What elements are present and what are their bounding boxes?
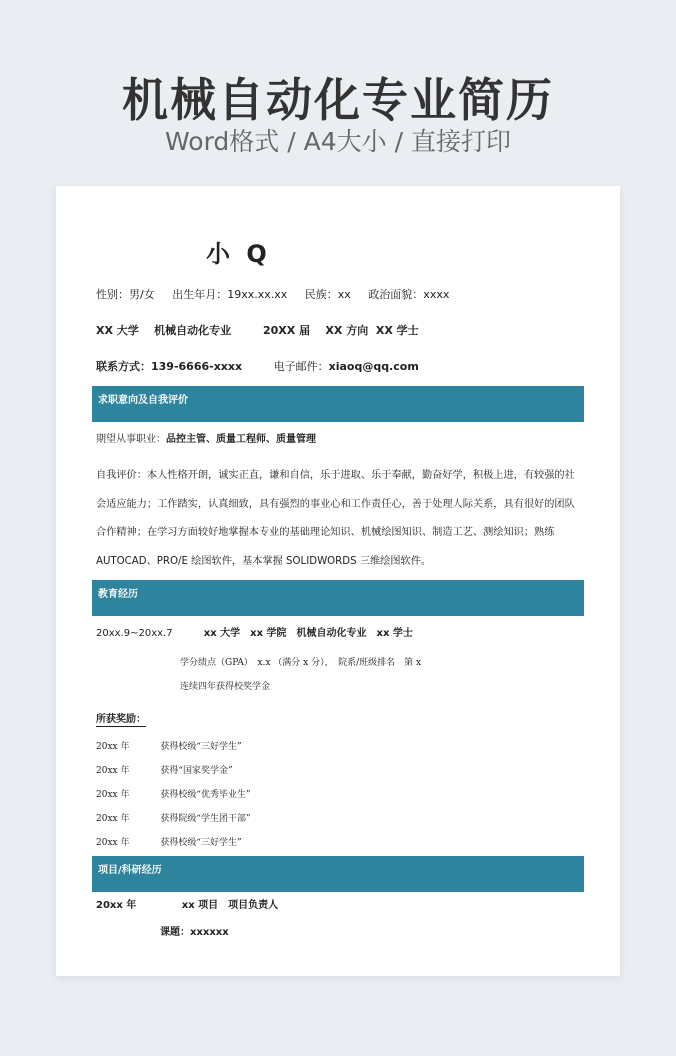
award-item: [96, 835, 242, 848]
banner-title: 机械自动化专业简历: [122, 73, 554, 127]
section-header-objective: 求职意向及自我评价: [92, 386, 584, 422]
contact-row: [96, 358, 419, 374]
job-objective-value: 品控主管、质量工程师、质量管理: [166, 434, 316, 445]
education-period: 20xx.9~20xx.7: [96, 628, 173, 639]
email: xiaoq@qq.com: [328, 360, 419, 373]
banner-subtitle: Word格式 / A4大小 / 直接打印: [165, 127, 511, 156]
project-name: xx 项目 项目负责人: [181, 900, 279, 911]
basic-info-row: [96, 286, 449, 302]
awards-title: 所获奖励：: [96, 714, 146, 725]
scholarship-line: 连续四年获得校奖学金: [180, 682, 271, 692]
direction: XX 方向: [325, 324, 369, 337]
project-year: 20xx 年: [96, 900, 137, 911]
section-header-education: 教育经历: [92, 580, 584, 616]
gender: 性别：男/女: [96, 288, 155, 301]
award-text: 获得院级“学生团干部”: [160, 814, 251, 824]
award-item: [96, 787, 251, 800]
project-topic: 课题：xxxxxx: [160, 927, 229, 938]
award-text: 获得校级“三好学生”: [160, 838, 242, 848]
education-summary-row: [96, 322, 419, 338]
award-year: 20xx 年: [96, 838, 130, 848]
job-objective-label: 期望从事职业：: [96, 434, 166, 445]
award-year: 20xx 年: [96, 742, 130, 752]
candidate-name: 小 Q: [206, 240, 271, 268]
section-header-projects: 项目/科研经历: [92, 856, 584, 892]
political-status: 政治面貌：xxxx: [368, 288, 450, 301]
email-label: 电子邮件：: [273, 360, 329, 373]
education-entry-row: [96, 624, 413, 639]
award-year: 20xx 年: [96, 766, 130, 776]
school: XX 大学: [96, 324, 139, 337]
degree: XX 学士: [375, 324, 419, 337]
award-text: 获得校级“三好学生”: [160, 742, 242, 752]
award-item: [96, 763, 233, 776]
education-detail: xx 大学 xx 学院 机械自动化专业 xx 学士: [203, 628, 413, 639]
phone: 联系方式：139-6666-xxxx: [96, 360, 243, 373]
ethnicity: 民族：xx: [304, 288, 351, 301]
major: 机械自动化专业: [154, 324, 232, 337]
grade: 20XX 届: [262, 324, 311, 337]
award-item: [96, 739, 242, 752]
gpa-line: 学分绩点（GPA） x.x （满分 x 分）， 院系/班级排名 第 x: [180, 658, 422, 668]
award-year: 20xx 年: [96, 814, 130, 824]
job-objective-row: [96, 430, 316, 445]
award-text: 获得校级“优秀毕业生”: [160, 790, 251, 800]
award-item: [96, 811, 251, 824]
award-text: 获得“国家奖学金”: [160, 766, 233, 776]
award-year: 20xx 年: [96, 790, 130, 800]
self-evaluation: 自我评价：本人性格开朗，诚实正直，谦和自信，乐于进取、乐于奉献，勤奋好学，积极上进，有较强的社会适应能力；工作踏实，认真细致，具有强烈的事业心和工作责任心，善于处理人际关系，具有很好的团队合作精神；在学习方面较好地掌握本专业的基础理论知识、机械绘图知识、制造工艺、测绘知识；熟练 AUTOCAD、PRO/E 绘图软件，基本掌握 SOLIDWORDS 三维绘图软件。: [96, 470, 575, 567]
resume-page: [56, 186, 620, 976]
birth-date: 出生年月：19xx.xx.xx: [172, 288, 288, 301]
project-entry-row: [96, 896, 278, 911]
